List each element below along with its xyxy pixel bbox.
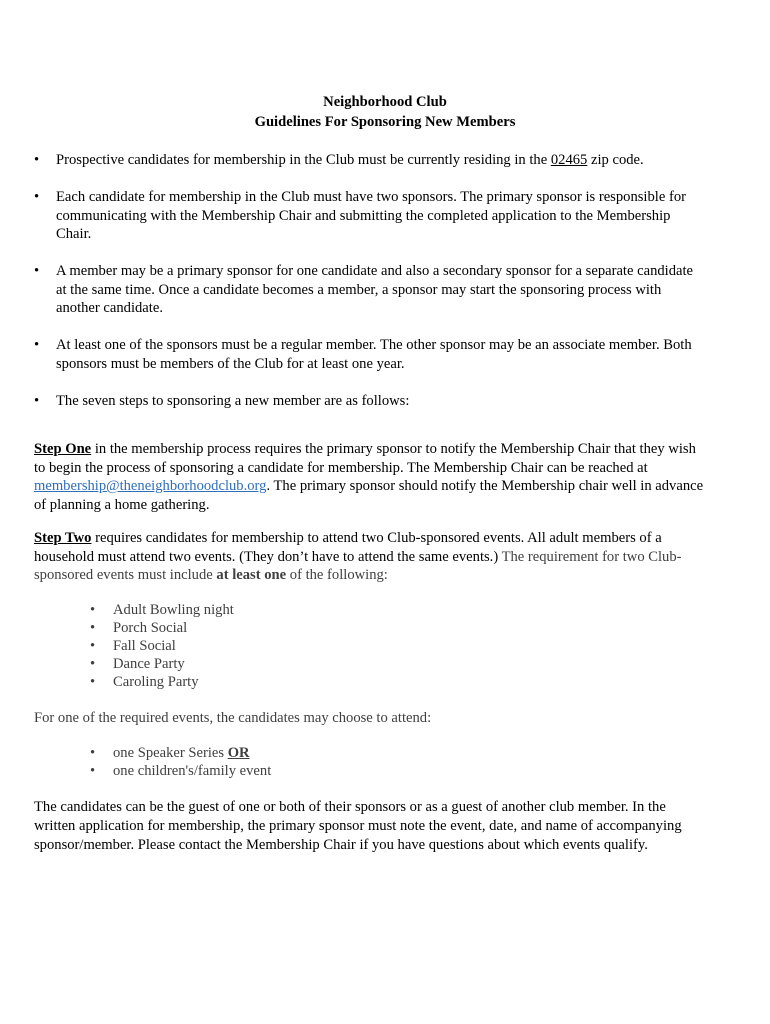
list-item (90, 744, 271, 762)
list-item (34, 392, 699, 411)
list-item (90, 601, 234, 619)
event-name: Porch Social (113, 620, 188, 636)
list-item-text: Prospective candidates for membership in the Club must be currently residing in the (56, 152, 551, 168)
bullet-glyph: • (34, 337, 40, 353)
guidelines-title: Guidelines For Sponsoring New Members (254, 113, 516, 130)
step-one-label: Step One (34, 441, 92, 457)
step-two-paragraph (34, 529, 704, 585)
event-name: Adult Bowling night (113, 602, 234, 618)
membership-email-link[interactable]: membership@theneighborhoodclub.org (34, 478, 267, 494)
list-item-text: Each candidate for membership in the Club must have two sponsors. The primary sponsor is responsible for communicating with the Membership Chair and submitting the completed application to the Membership Chair. (56, 189, 686, 242)
or-emphasis: OR (227, 745, 250, 761)
bullet-glyph: • (34, 392, 40, 409)
list-item (90, 762, 271, 780)
bullet-glyph: • (90, 656, 96, 672)
events-list (90, 601, 234, 691)
bullet-glyph: • (90, 620, 96, 636)
step-one-text: in the membership process requires the primary sponsor to notify the Membership Chair that they wish to begin the process of sponsoring a candidate for membership. The Membership Chair can be reached at (34, 441, 696, 476)
zip-code: 02465 (550, 152, 588, 168)
event-name: Caroling Party (113, 674, 199, 690)
list-item (34, 262, 699, 318)
list-item (90, 637, 234, 655)
list-item-text: A member may be a primary sponsor for one candidate and also a secondary sponsor for a separate candidate at the same time. Once a candidate becomes a member, a sponsor may start the sponsoring process with another candidate. (56, 263, 694, 316)
list-item-text: At least one of the sponsors must be a regular member. The other sponsor may be an associate member. Both sponsors must be members of the Club for at least one year. (56, 337, 692, 372)
step-one-paragraph (34, 440, 704, 514)
step-one-text: . The primary sponsor should notify the Membership chair well in advance of planning a home gathering. (34, 478, 704, 513)
event-name: Dance Party (113, 656, 185, 672)
list-item (34, 188, 699, 244)
club-title: Neighborhood Club (323, 94, 447, 110)
list-item (90, 673, 234, 691)
bullet-glyph: • (34, 152, 40, 168)
bullet-glyph: • (34, 189, 40, 205)
step-two-text: requires candidates for membership to attend two Club-sponsored events. All adult members of a household must attend two events. (They don’t have to attend the same events.) (34, 530, 662, 565)
step-two-label: Step Two (34, 530, 92, 546)
list-item (90, 619, 234, 637)
alternative-event: one Speaker Series (113, 745, 228, 761)
bullet-glyph: • (34, 263, 40, 279)
alternative-event: one children's/family event (113, 763, 272, 779)
bullet-glyph: • (90, 763, 96, 779)
event-name: Fall Social (113, 638, 176, 654)
step-two-text: of the following: (286, 567, 388, 583)
closing-paragraph: The candidates can be the guest of one or both of their sponsors or as a guest of another club member. In the written application for membership, the primary sponsor must note the event, date, and name of accompanying sponsor/member. Please contact the Membership Chair if you have questions about which events qualify. (34, 799, 682, 853)
bullet-glyph: • (90, 638, 96, 654)
step-two-text: The requirement for two Club-sponsored events must include (34, 548, 682, 583)
list-item-text: The seven steps to sponsoring a new member are as follows: (56, 392, 410, 409)
document-header (0, 93, 770, 132)
alternative-events-intro: For one of the required events, the candidates may choose to attend: (34, 710, 432, 726)
at-least-one-emphasis: at least one (216, 567, 287, 583)
requirements-list (34, 151, 699, 429)
alternative-events-list (90, 744, 271, 780)
list-item (90, 655, 234, 673)
bullet-glyph: • (90, 602, 96, 618)
list-item-text: zip code. (587, 152, 644, 168)
bullet-glyph: • (90, 674, 96, 690)
bullet-glyph: • (90, 745, 96, 761)
list-item (34, 151, 699, 170)
list-item (34, 336, 699, 373)
